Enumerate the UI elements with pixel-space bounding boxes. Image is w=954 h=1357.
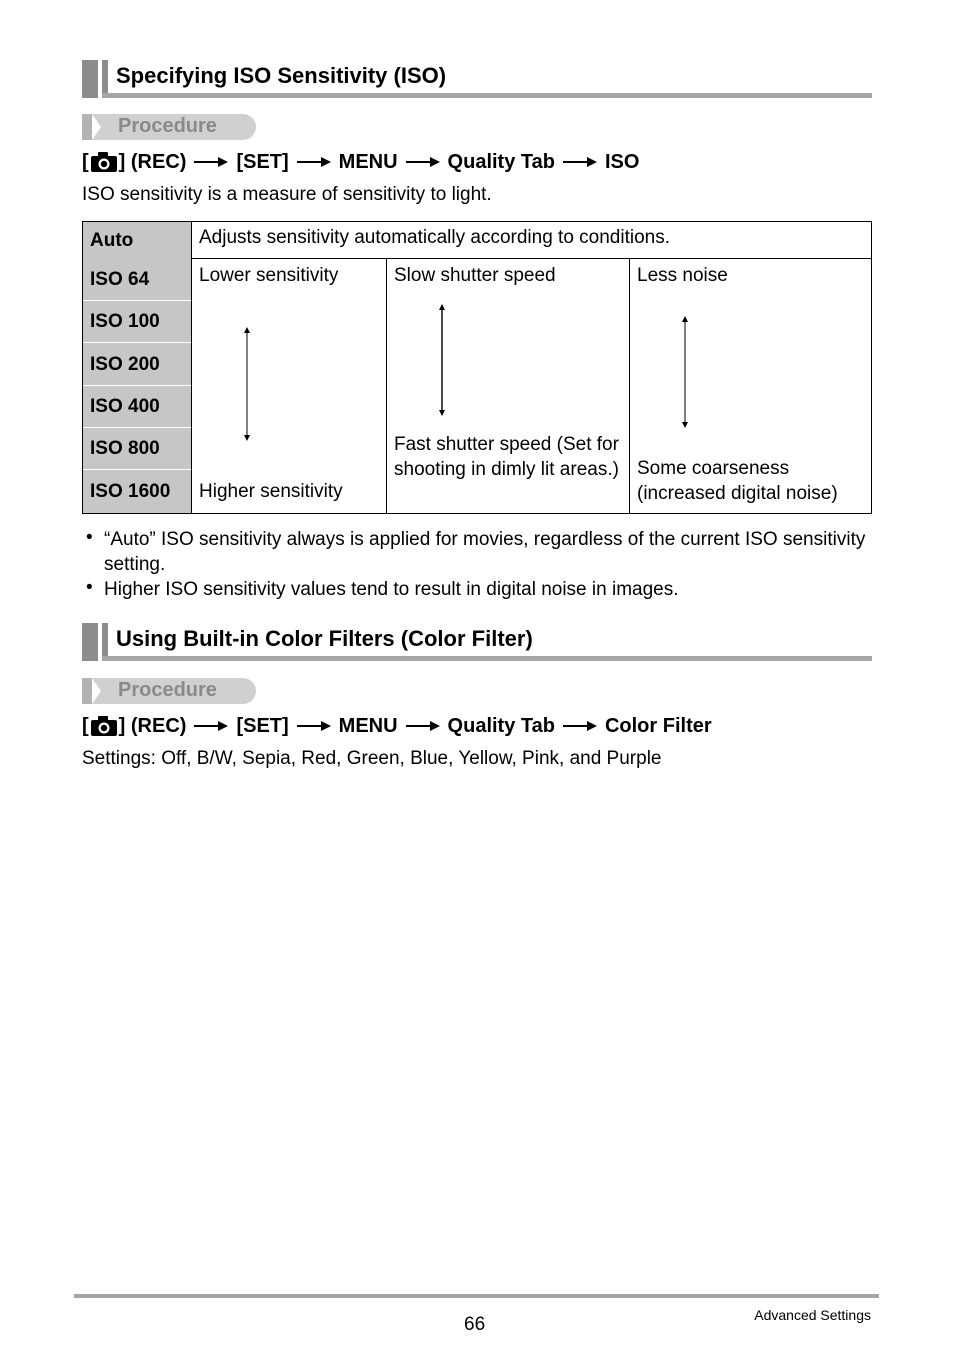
heading-underline	[102, 656, 872, 661]
row-header-iso: ISO 400	[83, 386, 191, 428]
arrow-right-icon	[563, 720, 597, 732]
arrow-right-icon	[406, 720, 440, 732]
procedure-badge	[82, 114, 256, 140]
menu-path: [ ] (REC) [SET] MENU Quality Tab Color Filter	[82, 714, 712, 737]
row-header-iso: ISO 200	[83, 343, 191, 386]
sensitivity-high-label: Higher sensitivity	[199, 481, 343, 502]
section-title: Using Built-in Color Filters (Color Filter)	[116, 626, 533, 651]
menu-path: [ ] (REC) [SET] MENU Quality Tab ISO	[82, 150, 640, 173]
arrow-right-icon	[563, 156, 597, 168]
iso-settings-table	[82, 221, 872, 514]
row-header-auto: Auto	[83, 222, 191, 259]
bullet-icon: •	[86, 527, 93, 548]
arrow-right-icon	[406, 156, 440, 168]
note-item: • “Auto” ISO sensitivity always is applied for movies, regardless of the current ISO sensitivity setting.	[86, 527, 866, 575]
double-arrow-vertical-icon	[242, 327, 252, 441]
shutter-slow-label: Slow shutter speed	[394, 265, 556, 286]
chevron-right-icon	[92, 678, 101, 704]
noise-less-label: Less noise	[637, 265, 728, 286]
arrow-right-icon	[297, 156, 331, 168]
row-header-iso: ISO 1600	[83, 470, 191, 513]
camera-icon	[90, 715, 118, 737]
heading-bar-decoration	[82, 623, 98, 661]
row-header-iso: ISO 64	[83, 259, 191, 301]
noise-coarse-label: Some coarseness (increased digital noise)	[637, 458, 838, 504]
chevron-right-icon	[92, 114, 101, 140]
row-header-iso: ISO 100	[83, 301, 191, 343]
shutter-fast-label: Fast shutter speed (Set for shooting in dimly lit areas.)	[394, 434, 619, 480]
procedure-label: Procedure	[118, 115, 217, 137]
double-arrow-vertical-icon	[680, 316, 690, 428]
footer-divider	[74, 1294, 879, 1298]
auto-description: Adjusts sensitivity automatically according to conditions.	[199, 227, 671, 248]
procedure-badge	[82, 678, 256, 704]
procedure-label: Procedure	[118, 679, 217, 701]
section-heading-iso	[82, 60, 872, 98]
color-filter-settings-text: Settings: Off, B/W, Sepia, Red, Green, Blue, Yellow, Pink, and Purple	[82, 748, 662, 769]
heading-underline	[102, 93, 872, 98]
arrow-right-icon	[194, 720, 228, 732]
section-heading-color-filter	[82, 623, 872, 661]
iso-intro-text: ISO sensitivity is a measure of sensitivity to light.	[82, 184, 492, 205]
heading-bar-decoration	[82, 60, 98, 98]
camera-icon	[90, 151, 118, 173]
footer-section-name: Advanced Settings	[754, 1307, 871, 1323]
sensitivity-low-label: Lower sensitivity	[199, 265, 339, 286]
section-title: Specifying ISO Sensitivity (ISO)	[116, 63, 447, 88]
arrow-right-icon	[194, 156, 228, 168]
arrow-right-icon	[297, 720, 331, 732]
double-arrow-vertical-icon	[437, 304, 447, 416]
page-number: 66	[464, 1314, 486, 1335]
note-item: • Higher ISO sensitivity values tend to result in digital noise in images.	[86, 577, 679, 600]
row-header-iso: ISO 800	[83, 428, 191, 470]
bullet-icon: •	[86, 577, 93, 598]
